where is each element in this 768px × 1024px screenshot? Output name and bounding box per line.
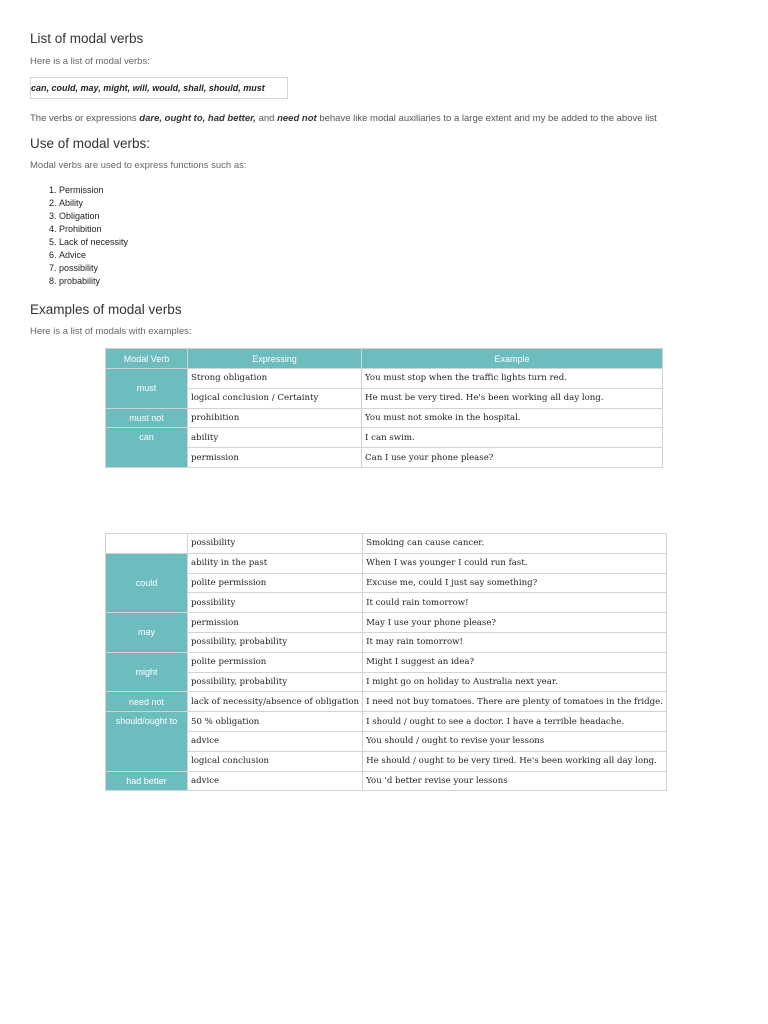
expressing-cell: advice [188, 731, 363, 751]
example-cell: Might I suggest an idea? [363, 652, 667, 672]
list-item: 4. Prohibition [59, 223, 128, 236]
use-intro: Modal verbs are used to express functions such as: [30, 160, 247, 171]
expressing-cell: 50 % obligation [188, 712, 363, 732]
list-item: 5. Lack of necessity [59, 236, 128, 249]
modal-examples-table-1 [105, 348, 663, 468]
example-cell: Can I use your phone please? [362, 448, 663, 468]
list-item: 8. probability [59, 275, 128, 288]
table-row [106, 369, 663, 389]
expressing-cell: possibility [188, 534, 363, 554]
example-cell: I need not buy tomatoes. There are plenty of tomatoes in the fridge. [363, 692, 667, 712]
example-cell: I can swim. [362, 428, 663, 448]
table-row [106, 652, 667, 672]
example-cell: You must stop when the traffic lights turn red. [362, 369, 663, 389]
note-bold-1: dare, ought to, had better, [139, 113, 256, 124]
table-row [106, 692, 667, 712]
example-cell: I should / ought to see a doctor. I have a terrible headache. [363, 712, 667, 732]
note-text-2: and [255, 113, 278, 124]
table-row [106, 408, 663, 428]
expressing-cell: permission [188, 613, 363, 633]
example-cell: May I use your phone please? [363, 613, 667, 633]
table-row [106, 632, 667, 652]
expressing-cell: possibility, probability [188, 672, 363, 692]
list-intro: Here is a list of modal verbs: [30, 56, 150, 67]
examples-title: Examples of modal verbs [30, 302, 182, 317]
example-cell: It could rain tomorrow! [363, 593, 667, 613]
example-cell: You should / ought to revise your lessons [363, 731, 667, 751]
example-cell: Excuse me, could I just say something? [363, 573, 667, 593]
expressing-cell: possibility, probability [188, 632, 363, 652]
note-text-3: behave like modal auxiliaries to a large extent and my be added to the above list [316, 113, 657, 124]
table-row [106, 573, 667, 593]
table-row [106, 428, 663, 448]
functions-list [30, 184, 128, 288]
example-cell: I might go on holiday to Australia next year. [363, 672, 667, 692]
table-row [106, 751, 667, 771]
expressions-note [30, 113, 657, 124]
example-cell: It may rain tomorrow! [363, 632, 667, 652]
header-modal-verb: Modal Verb [106, 349, 188, 369]
table-row [106, 712, 667, 732]
modal-verb-cell: can [106, 428, 188, 468]
example-cell: He should / ought to be very tired. He's been working all day long. [363, 751, 667, 771]
expressing-cell: Strong obligation [188, 369, 362, 389]
table-row [106, 448, 663, 468]
expressing-cell: possibility [188, 593, 363, 613]
use-title: Use of modal verbs: [30, 136, 151, 151]
modal-verb-cell: could [106, 553, 188, 612]
expressing-cell: logical conclusion [188, 751, 363, 771]
table-row [106, 771, 667, 791]
table-header-row [106, 349, 663, 369]
note-bold-2: need not [277, 113, 317, 124]
list-item: 1. Permission [59, 184, 128, 197]
list-item: 7. possibility [59, 262, 128, 275]
expressing-cell: ability [188, 428, 362, 448]
note-text-1: The verbs or expressions [30, 113, 140, 124]
expressing-cell: polite permission [188, 573, 363, 593]
modal-verb-cell: need not [106, 692, 188, 712]
table-row [106, 593, 667, 613]
expressing-cell: ability in the past [188, 553, 363, 573]
expressing-cell: prohibition [188, 408, 362, 428]
table-row [106, 388, 663, 408]
list-item: 3. Obligation [59, 210, 128, 223]
table-row [106, 731, 667, 751]
example-cell: You 'd better revise your lessons [363, 771, 667, 791]
expressing-cell: permission [188, 448, 362, 468]
modal-verbs-box: can, could, may, might, will, would, shall, should, must [30, 77, 288, 99]
table-row [106, 534, 667, 554]
expressing-cell: lack of necessity/absence of obligation [188, 692, 363, 712]
expressing-cell: advice [188, 771, 363, 791]
modal-verb-cell: may [106, 613, 188, 653]
example-cell: When I was younger I could run fast. [363, 553, 667, 573]
modal-verb-cell [106, 534, 188, 554]
example-cell: He must be very tired. He's been working all day long. [362, 388, 663, 408]
modal-verb-cell: had better [106, 771, 188, 791]
header-example: Example [362, 349, 663, 369]
table-row [106, 553, 667, 573]
expressing-cell: logical conclusion / Certainty [188, 388, 362, 408]
modal-verb-cell: must [106, 369, 188, 409]
modal-examples-table-2 [105, 533, 667, 791]
table-row [106, 672, 667, 692]
modal-verb-cell: might [106, 652, 188, 692]
list-item: 2. Ability [59, 197, 128, 210]
list-title: List of modal verbs [30, 31, 144, 46]
example-cell: Smoking can cause cancer. [363, 534, 667, 554]
modal-verb-cell: must not [106, 408, 188, 428]
table-row [106, 613, 667, 633]
expressing-cell: polite permission [188, 652, 363, 672]
list-item: 6. Advice [59, 249, 128, 262]
header-expressing: Expressing [188, 349, 362, 369]
modal-verb-cell: should/ought to [106, 712, 188, 771]
example-cell: You must not smoke in the hospital. [362, 408, 663, 428]
examples-intro: Here is a list of modals with examples: [30, 326, 192, 337]
